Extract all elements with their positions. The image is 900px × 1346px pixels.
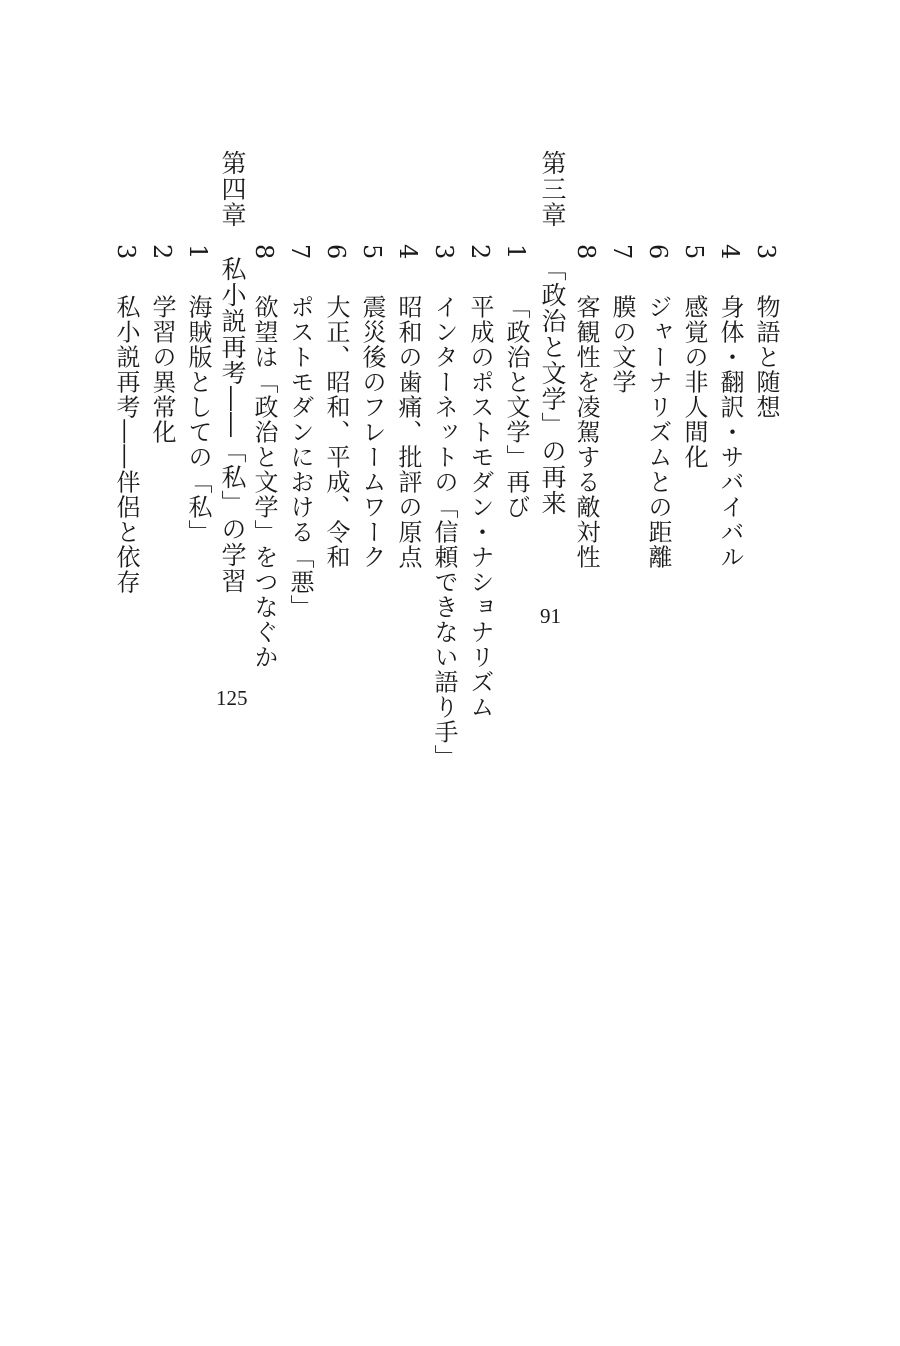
item-title: 学習の異常化 xyxy=(148,294,176,445)
chapter-heading xyxy=(220,150,245,594)
toc-item xyxy=(360,244,384,569)
item-title: 震災後のフレームワーク xyxy=(358,294,386,570)
item-title: ジャーナリズムとの距離 xyxy=(644,294,672,570)
item-number: 3 xyxy=(752,244,780,261)
item-title: 昭和の歯痛、批評の原点 xyxy=(394,294,422,570)
toc-item xyxy=(150,244,174,444)
toc-item xyxy=(682,244,706,469)
item-title: 「政治と文学」再び xyxy=(502,294,530,520)
item-number: 6 xyxy=(644,244,672,261)
toc-item xyxy=(114,244,138,594)
chapter-heading xyxy=(540,150,565,516)
item-number: 5 xyxy=(680,244,708,261)
item-title: 私小説再考――伴侶と依存 xyxy=(112,294,140,595)
toc-item xyxy=(754,244,778,419)
item-title: 膜の文学 xyxy=(608,294,636,395)
chapter-page-number: 91 xyxy=(540,604,561,628)
item-title: 平成のポストモダン・ナショナリズム xyxy=(466,294,494,720)
chapter-page-number: 125 xyxy=(216,686,248,710)
toc-item xyxy=(468,244,492,719)
toc-item xyxy=(324,244,348,569)
toc-item xyxy=(396,244,420,569)
item-number: 1 xyxy=(184,244,212,261)
item-number: 2 xyxy=(148,244,176,261)
item-number: 2 xyxy=(466,244,494,261)
item-number: 5 xyxy=(358,244,386,261)
toc-item xyxy=(718,244,742,569)
item-number: 7 xyxy=(286,244,314,261)
item-number: 6 xyxy=(322,244,350,261)
item-number: 1 xyxy=(502,244,530,261)
item-title: 感覚の非人間化 xyxy=(680,294,708,470)
chapter-label: 第三章 xyxy=(538,150,567,228)
item-number: 7 xyxy=(608,244,636,261)
toc-item xyxy=(186,244,210,544)
item-number: 4 xyxy=(394,244,422,261)
item-number: 3 xyxy=(430,244,458,261)
item-number: 8 xyxy=(572,244,600,261)
item-title: 海賊版としての「私」 xyxy=(184,294,212,545)
item-title: 大正、昭和、平成、令和 xyxy=(322,294,350,570)
item-title: ポストモダンにおける「悪」 xyxy=(286,294,314,620)
chapter-label: 第四章 xyxy=(218,150,247,228)
toc-item xyxy=(574,244,598,569)
chapter-title: 私小説再考――「私」の学習 xyxy=(218,256,247,594)
item-title: 欲望は「政治と文学」をつなぐか xyxy=(250,294,278,670)
toc-item xyxy=(252,244,276,669)
item-title: インターネットの「信頼できない語り手」 xyxy=(430,294,458,770)
item-title: 身体・翻訳・サバイバル xyxy=(716,294,744,570)
chapter-title: 「政治と文学」の再来 xyxy=(538,256,567,516)
item-number: 3 xyxy=(112,244,140,261)
item-number: 8 xyxy=(250,244,278,261)
item-title: 物語と随想 xyxy=(752,294,780,420)
toc-item xyxy=(610,244,634,394)
item-number: 4 xyxy=(716,244,744,261)
toc-item xyxy=(288,244,312,619)
item-title: 客観性を凌駕する敵対性 xyxy=(572,294,600,570)
toc-item xyxy=(432,244,456,769)
toc-item xyxy=(504,244,528,519)
toc-item xyxy=(646,244,670,569)
